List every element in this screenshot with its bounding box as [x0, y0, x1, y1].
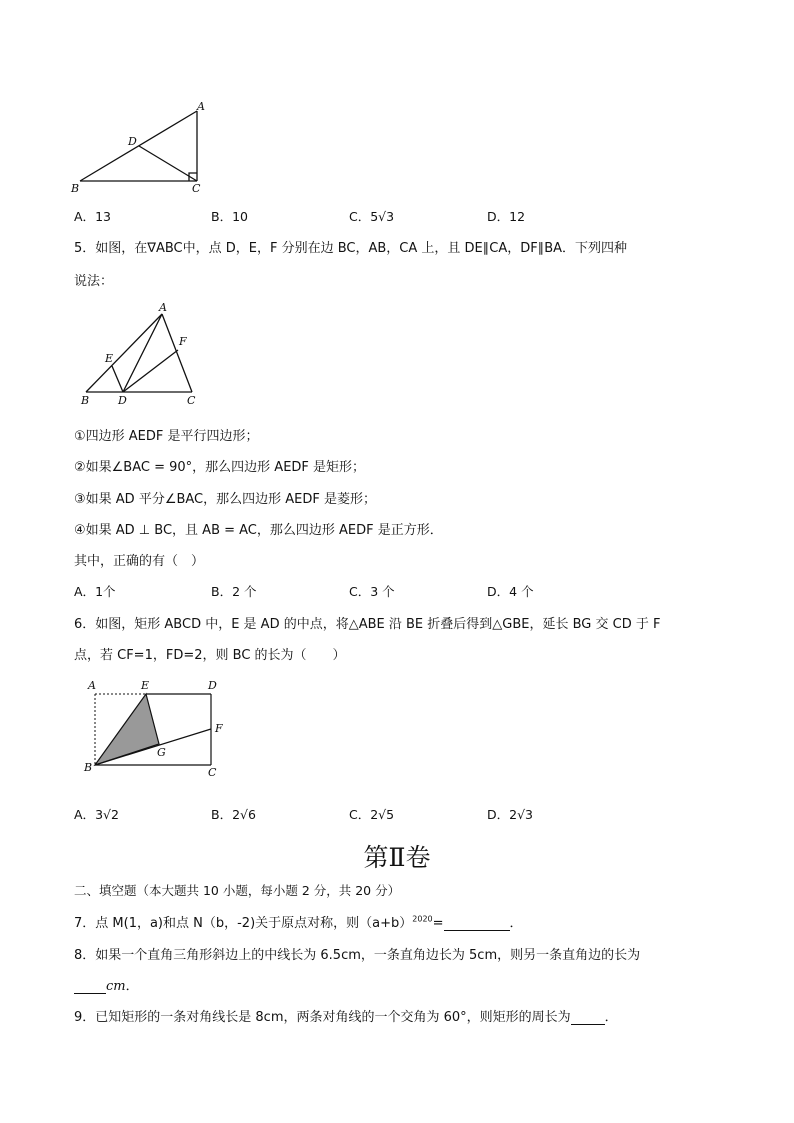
- q5-statement-3: ③如果 AD 平分∠BAC，那么四边形 AEDF 是菱形；: [74, 492, 376, 507]
- q8-answer-blank[interactable]: [74, 980, 106, 994]
- label-C: C: [192, 182, 201, 195]
- label-D: D: [118, 394, 127, 407]
- q5-statement-2: ②如果∠BAC = 90°，那么四边形 AEDF 是矩形；: [74, 460, 366, 475]
- label-A: A: [88, 679, 96, 692]
- q9-text: 9．已知矩形的一条对角线长是 8cm，两条对角线的一个交角为 60°，则矩形的周长为 ．: [74, 1010, 618, 1025]
- q4-option-d: D．12: [487, 209, 526, 224]
- q6-option-d: D．2√3: [487, 807, 534, 822]
- q5-statement-1: ①四边形 AEDF 是平行四边形；: [74, 429, 259, 444]
- q5-option-a: A．1个: [74, 584, 116, 599]
- q6-option-c: C．2√5: [349, 807, 395, 822]
- q8-line2: cm．: [74, 975, 139, 994]
- label-C: C: [187, 394, 196, 407]
- label-C: C: [208, 766, 217, 779]
- q6-stem-line1: 6．如图，矩形 ABCD 中，E 是 AD 的中点，将△ABE 沿 BE 折叠后得到△GBE，延长 BG 交 CD 于 F: [74, 617, 661, 632]
- q5-triangle-figure: [78, 300, 208, 408]
- label-B: B: [81, 394, 90, 407]
- label-F: F: [179, 335, 187, 348]
- q7-text: 7．点 M(1，a)和点 N（b，-2)关于原点对称，则$(a+b)^{2020}=$ ．: [74, 914, 523, 931]
- label-E: E: [141, 679, 150, 692]
- q4-option-a: A．13: [74, 209, 111, 224]
- label-A: A: [197, 100, 205, 113]
- label-G: G: [157, 746, 166, 759]
- q5-option-b: B．2 个: [211, 584, 257, 599]
- q6-rectangle-figure: [80, 676, 230, 780]
- q8-line1: 8．如果一个直角三角形斜边上的中线长为 6.5cm，一条直角边长为 5cm，则另一条直角边的长为: [74, 948, 641, 963]
- section-title: 第Ⅱ卷: [363, 843, 431, 872]
- q5-question: 其中，正确的有（ ）: [74, 554, 205, 569]
- q5-stem-line2: 说法：: [74, 274, 114, 289]
- label-F: F: [215, 722, 223, 735]
- q9-answer-blank[interactable]: [571, 1011, 605, 1025]
- q5-statement-4: ④如果 AD ⊥ BC，且 AB = AC，那么四边形 AEDF 是正方形．: [74, 523, 443, 538]
- label-B: B: [71, 182, 80, 195]
- q5-option-c: C．3 个: [349, 584, 395, 599]
- label-B: B: [84, 761, 93, 774]
- q5-option-d: D．4 个: [487, 584, 534, 599]
- q7-answer-blank[interactable]: [444, 917, 510, 931]
- label-D: D: [208, 679, 217, 692]
- q6-option-a: A．3√2: [74, 807, 119, 822]
- q6-option-b: B．2√6: [211, 807, 256, 822]
- q5-stem-line1: 5．如图，在∇ABC中，点 D，E，F 分别在边 BC，AB，CA 上，且 DE∥CA，DF∥BA．下列四种: [74, 241, 628, 256]
- q4-option-c: C．5√3: [349, 209, 395, 224]
- q4-triangle-figure: [68, 98, 208, 196]
- label-E: E: [105, 352, 114, 365]
- q6-stem-line2: 点，若 CF=1，FD=2，则 BC 的长为（ ）: [74, 648, 346, 663]
- q4-option-b: B．10: [211, 209, 248, 224]
- fill-in-heading: 二、填空题（本大题共 10 小题，每小题 2 分，共 20 分）: [74, 883, 401, 898]
- label-D: D: [128, 135, 137, 148]
- label-A: A: [159, 301, 167, 314]
